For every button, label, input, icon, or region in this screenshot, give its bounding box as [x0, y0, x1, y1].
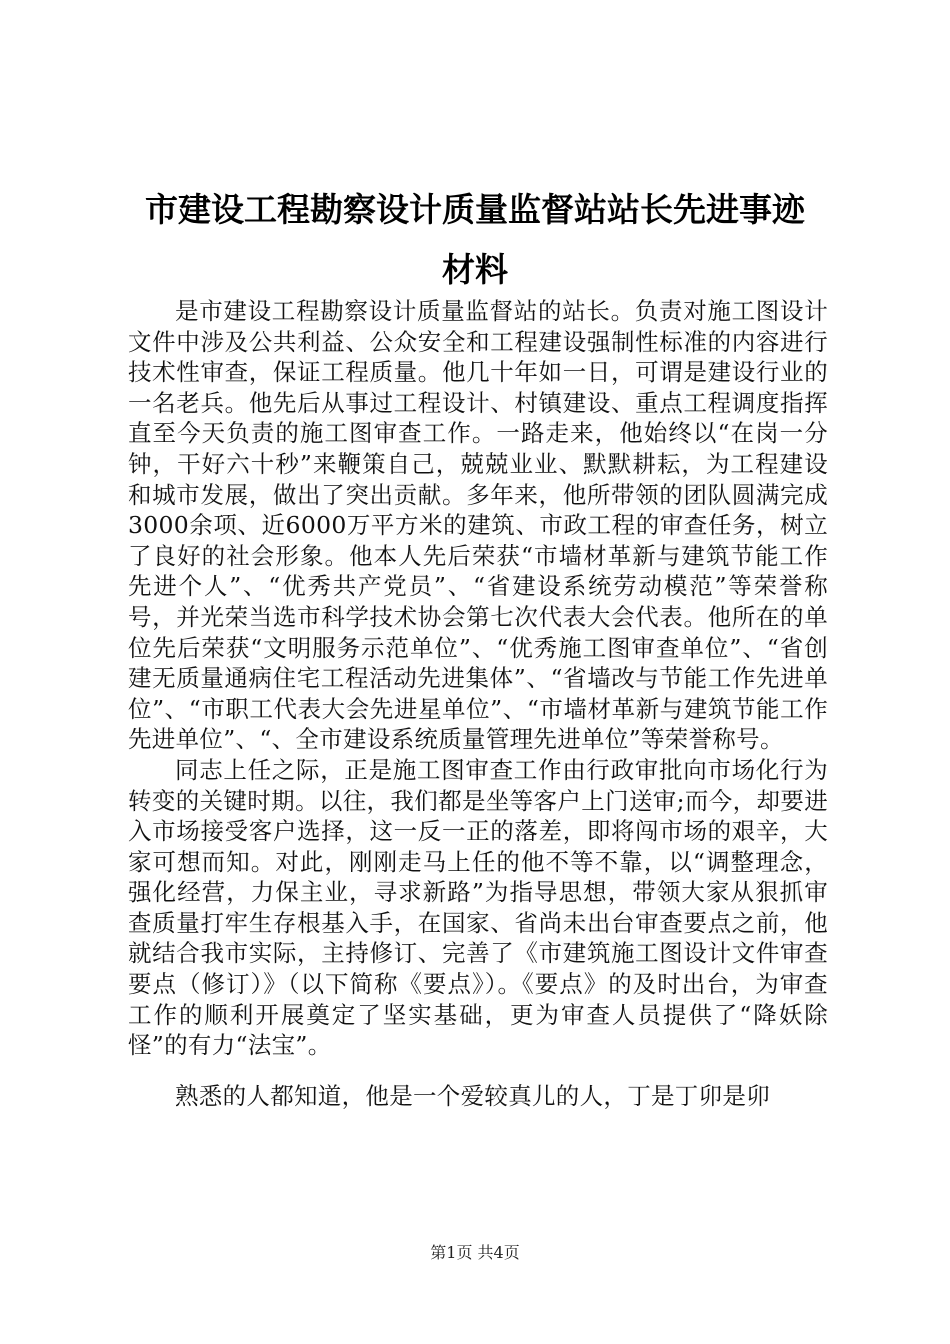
page-footer: 第1页 共4页: [430, 1243, 520, 1262]
paragraph-3: 熟悉的人都知道，他是一个爱较真儿的人，丁是丁卯是卯: [175, 1081, 770, 1110]
document-body: [128, 296, 828, 1111]
document-title-line2: 材料: [442, 250, 508, 289]
paragraph-2: 同志上任之际，正是施工图审查工作由行政审批向市场化行为转变的关键时期。以往，我们都是坐等客户上门送审;而今，却要进入市场接受客户选择，这一反一正的落差，即将闯市场的艰辛，大家可想而知。对此，刚刚走马上任的他不等不靠，以“调整理念，强化经营，力保主业，寻求新路”为指导思想，带领大家从狠抓审查质量打牢生存根基入手，在国家、省尚未出台审查要点之前，他就结合我市实际，主持修订、完善了《市建筑施工图设计文件审查要点（修订）》（以下简称《要点》）。《要点》的及时出台，为审查工作的顺利开展奠定了坚实基础，更为审查人员提供了“降妖除怪”的有力“法宝”。: [128, 755, 828, 1060]
paragraph-1: 是市建设工程勘察设计质量监督站的站长。负责对施工图设计文件中涉及公共利益、公众安全和工程建设强制性标准的内容进行技术性审查，保证工程质量。他几十年如一日，可谓是建设行业的一名老兵。他先后从事过工程设计、村镇建设、重点工程调度指挥直至今天负责的施工图审查工作。一路走来，他始终以“在岗一分钟，干好六十秒”来鞭策自己，兢兢业业、默默耕耘，为工程建设和城市发展，做出了突出贡献。多年来，他所带领的团队圆满完成3000余项、近6000万平方米的建筑、市政工程的审查任务，树立了良好的社会形象。他本人先后荣获“市墙材革新与建筑节能工作先进个人”、“优秀共产党员”、“省建设系统劳动模范”等荣誉称号，并光荣当选市科学技术协会第七次代表大会代表。他所在的单位先后荣获“文明服务示范单位”、“优秀施工图审查单位”、“省创建无质量通病住宅工程活动先进集体”、“省墙改与节能工作先进单位”、“市职工代表大会先进星单位”、“市墙材革新与建筑节能工作先进单位”、“、全市建设系统质量管理先进单位”等荣誉称号。: [128, 297, 828, 754]
document-title-line1: 市建设工程勘察设计质量监督站站长先进事迹: [145, 190, 805, 229]
